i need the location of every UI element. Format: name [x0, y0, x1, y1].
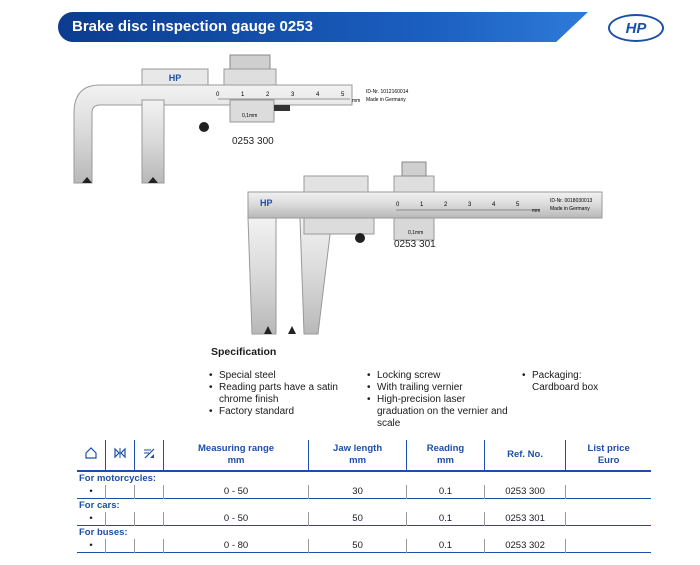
spec-item: • Factory standard	[207, 406, 357, 418]
spec-item: • High-precision laser graduation on the vernier and scale	[365, 394, 515, 430]
table-row: • 0 - 80 50 0.1 0253 302	[77, 539, 651, 553]
hp-logo: HP	[608, 14, 664, 42]
col-header-measuring-range: Measuring range mm	[164, 440, 309, 471]
engraving-made-in: Made in Germany	[550, 206, 590, 212]
cell-jaw: 50	[309, 539, 407, 553]
spec-item: • Reading parts have a satin chrome finish	[207, 382, 357, 406]
scale-number: 3	[468, 202, 472, 208]
cell-jaw: 50	[309, 512, 407, 526]
scale-number: 5	[516, 202, 520, 208]
group-row-cars: For cars:	[79, 500, 120, 511]
group-row-motorcycles: For motorcycles:	[79, 473, 157, 484]
engraving-id: ID-Nr. 1012160014	[366, 89, 409, 95]
col-header-reading: Reading mm	[407, 440, 485, 471]
col-header-list-price: List price Euro	[587, 443, 630, 466]
product-code-0253-300: 0253 300	[232, 136, 274, 147]
cell-range: 0 - 50	[164, 512, 309, 526]
house-icon	[77, 440, 106, 471]
vernier-label: 0,1mm	[242, 113, 258, 119]
scale-reading-icon	[135, 440, 164, 471]
cell-range: 0 - 80	[164, 539, 309, 553]
product-table	[77, 440, 651, 553]
cell-price	[566, 485, 651, 499]
engraving-made-in: Made in Germany	[366, 97, 406, 103]
scale-unit: mm	[352, 98, 361, 104]
product-code-0253-301: 0253 301	[394, 239, 436, 250]
scale-number: 1	[420, 202, 424, 208]
plate-logo: HP	[168, 73, 182, 83]
scale-number: 4	[492, 202, 496, 208]
caliper-0253-301-image	[240, 162, 640, 342]
col-header-jaw-length: Jaw length mm	[309, 440, 407, 471]
cell-ref: 0253 302	[484, 539, 565, 553]
cell-price	[566, 512, 651, 526]
spec-column-3	[520, 370, 620, 394]
scale-number: 4	[316, 92, 320, 98]
plate-logo: HP	[260, 198, 273, 208]
scale-number: 5	[341, 92, 345, 98]
group-row-buses: For buses:	[79, 527, 128, 538]
spec-item: • Packaging: Cardboard box	[520, 370, 620, 394]
scale-number: 3	[291, 92, 295, 98]
engraving-id: ID-Nr. 0018030013	[550, 198, 593, 204]
cell-reading: 0.1	[407, 485, 485, 499]
cell-reading: 0.1	[407, 512, 485, 526]
scale-number: 0	[396, 202, 400, 208]
table-row: • 0 - 50 30 0.1 0253 300	[77, 485, 651, 499]
spec-item: • With trailing vernier	[365, 382, 515, 394]
page-title: Brake disc inspection gauge 0253	[72, 18, 313, 35]
cell-price	[566, 539, 651, 553]
caliper-jaws-icon	[106, 440, 135, 471]
table-row: • 0 - 50 50 0.1 0253 301	[77, 512, 651, 526]
scale-number: 2	[444, 202, 448, 208]
cell-ref: 0253 301	[484, 512, 565, 526]
cell-jaw: 30	[309, 485, 407, 499]
table-header-row	[77, 440, 651, 471]
scale-unit: mm	[532, 208, 541, 214]
cell-reading: 0.1	[407, 539, 485, 553]
vernier-label: 0,1mm	[408, 230, 424, 236]
spec-column-1	[207, 370, 357, 418]
scale-number: 1	[241, 92, 245, 98]
scale-number: 2	[266, 92, 270, 98]
col-header-ref-no: Ref. No.	[484, 440, 565, 471]
cell-ref: 0253 300	[484, 485, 565, 499]
specification-title: Specification	[211, 346, 277, 358]
spec-item: • Special steel	[207, 370, 357, 382]
cell-range: 0 - 50	[164, 485, 309, 499]
spec-item: • Locking screw	[365, 370, 515, 382]
scale-number: 0	[216, 92, 220, 98]
spec-column-2	[365, 370, 515, 430]
